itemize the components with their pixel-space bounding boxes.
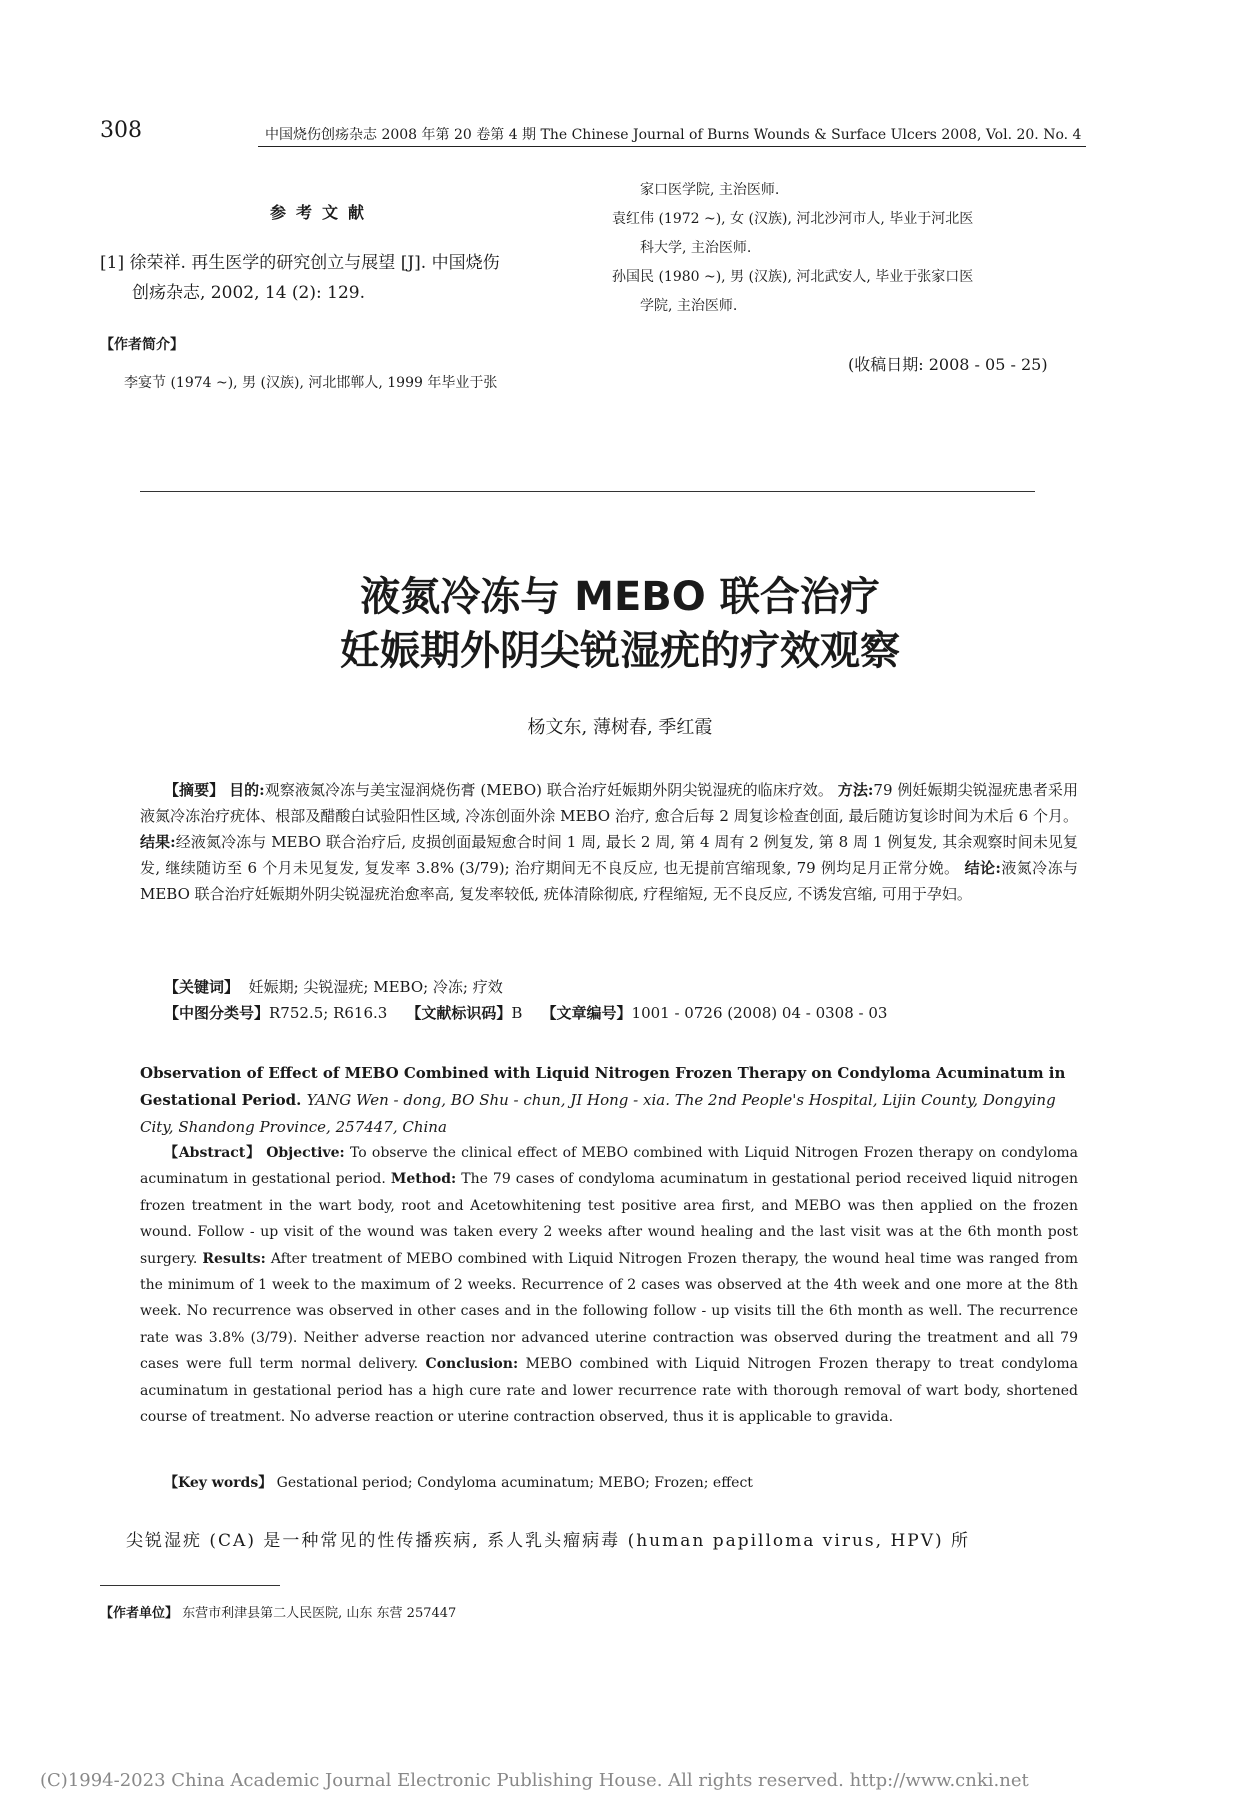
abstract-cn-method: 79 例妊娠期尖锐湿疣患者采用液氮冷冻治疗疣体、根部及醋酸白试验阳性区域, 冷冻创面外涂 MEBO 治疗, 愈合后每 2 周复诊检查创面, 最后随访复诊时间为术后 6 个月。	[140, 781, 1078, 825]
article-no-value: 1001 - 0726 (2008) 04 - 0308 - 03	[631, 1004, 888, 1022]
doc-code-value: B	[511, 1004, 523, 1022]
abstract-en-label: 【Abstract】	[164, 1145, 261, 1161]
abstract-cn-method-label: 方法:	[837, 781, 874, 799]
copyright-notice: (C)1994-2023 China Academic Journal Electronic Publishing House. All rights reserved. http://www.cnki.net	[40, 1770, 1029, 1791]
abstract-en-results-label: Results:	[202, 1250, 266, 1267]
article-title-line-1: 液氮冷冻与 MEBO 联合治疗	[360, 574, 880, 620]
intro-paragraph: 尖锐湿疣 (CA) 是一种常见的性传播疾病, 系人乳头瘤病毒 (human papilloma virus, HPV) 所	[126, 1531, 971, 1551]
author-bio-2-line-2: 科大学, 主治医师.	[640, 240, 752, 256]
footnote-rule	[100, 1585, 280, 1586]
english-affiliation: YANG Wen - dong, BO Shu - chun, JI Hong - xia. The 2nd People's Hospital, Lijin County, Dongying City, Shandong Province, 257447, China	[140, 1091, 1056, 1136]
footnote-label: 【作者单位】	[100, 1606, 179, 1621]
abstract-en-objective-label: Objective:	[266, 1145, 345, 1161]
received-date: (收稿日期: 2008 - 05 - 25)	[848, 355, 1048, 374]
abstract-en-conclusion: MEBO combined with Liquid Nitrogen Frozen therapy to treat condyloma acuminatum in gestational period has a high cure rate and lower recurrence rate with thorough removal of wart body, shortened course of treatment. No adverse reaction or uterine contraction observed, thus it is applicable to gravida.	[140, 1356, 1078, 1426]
abstract-en-method-label: Method:	[390, 1171, 457, 1188]
abstract-en-method: The 79 cases of condyloma acuminatum in gestational period received liquid nitrogen frozen treatment in the wart body, root and Acetowhitening test positive area first, and MEBO was then applied on the frozen wound. Follow - up visit of the wound was taken every 2 weeks after wound healing and the last visit was at the 6th month post surgery.	[140, 1171, 1079, 1267]
keywords-cn-label: 【关键词】	[164, 978, 240, 996]
abstract-cn-conclusion: 液氮冷冻与 MEBO 联合治疗妊娠期外阴尖锐湿疣治愈率高, 复发率较低, 疣体清除彻底, 疗程缩短, 无不良反应, 不诱发宫缩, 可用于孕妇。	[140, 859, 1078, 903]
author-bio-1-line-2: 家口医学院, 主治医师.	[640, 182, 780, 198]
references-title: 参考文献	[270, 203, 375, 222]
footnote-text: 东营市利津县第二人民医院, 山东 东营 257447	[182, 1606, 457, 1621]
article-no-label: 【文章编号】	[541, 1004, 632, 1022]
article-title	[120, 570, 1120, 678]
header-rule	[258, 146, 1086, 147]
keywords-en: Gestational period; Condyloma acuminatum; MEBO; Frozen; effect	[276, 1475, 753, 1491]
author-bio-2-line-1: 袁红伟 (1972 ~), 女 (汉族), 河北沙河市人, 毕业于河北医	[612, 211, 974, 227]
author-bio-3-line-2: 学院, 主治医师.	[640, 298, 738, 314]
abstract-cn-conclusion-label: 结论:	[964, 859, 1001, 877]
running-head: 中国烧伤创疡杂志 2008 年第 20 卷第 4 期 The Chinese Journal of Burns Wounds & Surface Ulcers 2008, Vol. 20. No. 4	[265, 127, 1082, 143]
english-title	[140, 1060, 1078, 1141]
abstract-en-conclusion-label: Conclusion:	[425, 1356, 519, 1373]
footnote	[100, 1602, 456, 1621]
author-bio-label: 【作者简介】	[100, 337, 184, 353]
abstract-en-results: After treatment of MEBO combined with Liquid Nitrogen Frozen therapy, the wound heal time was ranged from the minimum of 1 week to the maximum of 2 weeks. Recurrence of 2 cases was observed at the 4th week and one more at the 8th week. No recurrence was observed in other cases and in the following follow - up visits till the 6th month as well. The recurrence rate was 3.8% (3/79). Neither adverse reaction nor advanced uterine contraction was observed during the treatment and all 79 cases were full term normal delivery.	[140, 1250, 1079, 1373]
abstract-english	[140, 1140, 1078, 1430]
abstract-cn-objective-label: 目的:	[229, 781, 265, 799]
reference-1-line-1: [1] 徐荣祥. 再生医学的研究创立与展望 [J]. 中国烧伤	[100, 253, 500, 273]
english-title-text: Observation of Effect of MEBO Combined with Liquid Nitrogen Frozen Therapy on Condyloma Acuminatum in Gestational Period.	[140, 1064, 1066, 1109]
article-title-line-2: 妊娠期外阴尖锐湿疣的疗效观察	[340, 628, 900, 674]
article-authors: 杨文东, 薄树春, 季红霞	[527, 717, 713, 738]
keywords-english	[164, 1472, 753, 1492]
author-bio-1-line-1: 李宴节 (1974 ~), 男 (汉族), 河北邯郸人, 1999 年毕业于张	[124, 375, 498, 391]
article-divider	[140, 491, 1035, 492]
keywords-chinese	[164, 976, 503, 997]
doc-code-label: 【文献标识码】	[406, 1004, 512, 1022]
abstract-en-objective: To observe the clinical effect of MEBO combined with Liquid Nitrogen Frozen therapy on condyloma acuminatum in gestational period.	[140, 1145, 1078, 1188]
abstract-cn-results: 经液氮冷冻与 MEBO 联合治疗后, 皮损创面最短愈合时间 1 周, 最长 2 周, 第 4 周有 2 例复发, 第 8 周 1 例复发, 其余观察时间未见复发, 继续随访至 6 个月未见复发, 复发率 3.8% (3/79); 治疗期间无不良反应, 也无提前宫缩现象, 79 例均足月正常分娩。	[140, 833, 1078, 877]
reference-1	[100, 248, 590, 308]
keywords-cn: 妊娠期; 尖锐湿疣; MEBO; 冷冻; 疗效	[248, 978, 503, 996]
clc-label: 【中图分类号】	[164, 1004, 270, 1022]
classification-chinese	[164, 1002, 887, 1023]
abstract-chinese	[140, 777, 1078, 907]
reference-1-line-2: 创疡杂志, 2002, 14 (2): 129.	[132, 283, 365, 303]
abstract-cn-results-label: 结果:	[140, 833, 176, 851]
page-number: 308	[100, 118, 142, 143]
abstract-cn-label: 【摘要】	[164, 781, 225, 799]
keywords-en-label: 【Key words】	[164, 1475, 273, 1491]
author-bio-3-line-1: 孙国民 (1980 ~), 男 (汉族), 河北武安人, 毕业于张家口医	[612, 269, 974, 285]
abstract-cn-objective: 观察液氮冷冻与美宝湿润烧伤膏 (MEBO) 联合治疗妊娠期外阴尖锐湿疣的临床疗效。	[264, 781, 833, 799]
author-bios-column	[612, 176, 1090, 321]
clc-value: R752.5; R616.3	[269, 1004, 388, 1022]
